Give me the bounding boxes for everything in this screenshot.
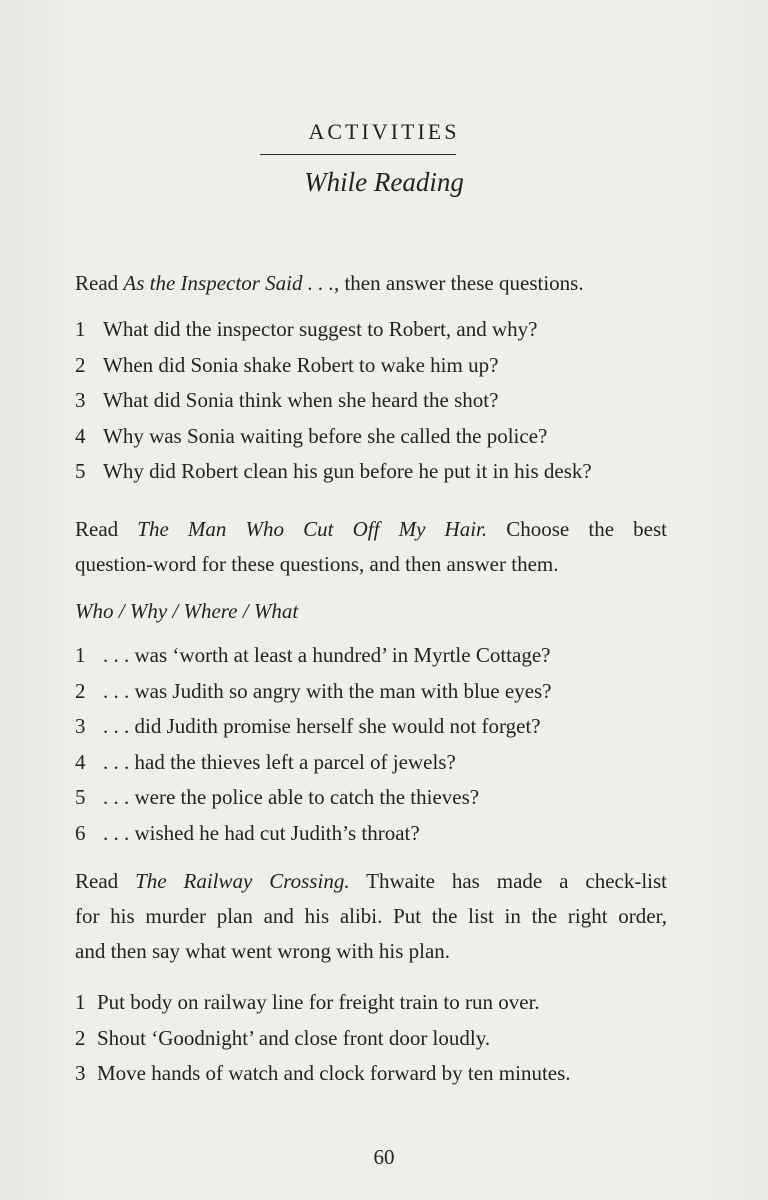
section-2-instruction-line-1: Read The Man Who Cut Off My Hair. Choose the best — [75, 517, 667, 541]
list-item: 1 . . . was ‘worth at least a hundred’ in Myrtle Cottage? — [75, 643, 551, 667]
list-item: 3 . . . did Judith promise herself she would not forget? — [75, 714, 541, 738]
story-title: The Railway Crossing. — [135, 869, 350, 893]
section-1 — [75, 266, 667, 490]
page-subtitle: While Reading — [304, 167, 464, 197]
heading-rule — [260, 154, 456, 155]
list-item: 5 . . . were the police able to catch the thieves? — [75, 785, 480, 809]
list-item: 1 Put body on railway line for freight train to run over. — [75, 990, 540, 1014]
list-item: 3 Move hands of watch and clock forward by ten minutes. — [75, 1061, 571, 1085]
list-item: 4 . . . had the thieves left a parcel of jewels? — [75, 749, 456, 774]
page-number: 60 — [373, 1145, 395, 1169]
section-2 — [75, 512, 667, 851]
list-item: 5 Why did Robert clean his gun before he put it in his desk? — [75, 459, 592, 483]
section-3 — [75, 864, 667, 1092]
list-item: 6 . . . wished he had cut Judith’s throat? — [75, 820, 420, 845]
section-2-questions — [75, 638, 667, 851]
list-item: 2 . . . was Judith so angry with the man with blue eyes? — [75, 678, 552, 703]
section-3-instruction-line-1: Read The Railway Crossing. Thwaite has made a check-list — [75, 869, 668, 893]
section-1-instruction: Read As the Inspector Said . . ., then answer these questions. — [75, 271, 584, 295]
list-item: 4 Why was Sonia waiting before she called the police? — [75, 423, 548, 448]
list-item: 2 Shout ‘Goodnight’ and close front door loudly. — [75, 1025, 491, 1050]
section-2-instruction-line-2: question-word for these questions, and then answer them. — [75, 552, 559, 576]
list-item: 2 When did Sonia shake Robert to wake him up? — [75, 352, 499, 377]
story-title: As the Inspector Said . . . — [123, 271, 334, 295]
section-3-instruction-line-3: and then say what went wrong with his plan. — [75, 939, 451, 963]
list-item: 3 What did Sonia think when she heard the shot? — [75, 388, 499, 412]
section-3-checklist — [75, 985, 667, 1092]
question-word-options: Who / Why / Where / What — [75, 599, 299, 623]
story-title: The Man Who Cut Off My Hair. — [137, 517, 488, 541]
section-1-questions — [75, 312, 667, 490]
section-label: ACTIVITIES — [308, 119, 460, 144]
section-3-instruction-line-2: for his murder plan and his alibi. Put the list in the right order, — [75, 904, 667, 928]
list-item: 1 What did the inspector suggest to Robert, and why? — [75, 317, 538, 341]
page-heading — [0, 118, 768, 199]
